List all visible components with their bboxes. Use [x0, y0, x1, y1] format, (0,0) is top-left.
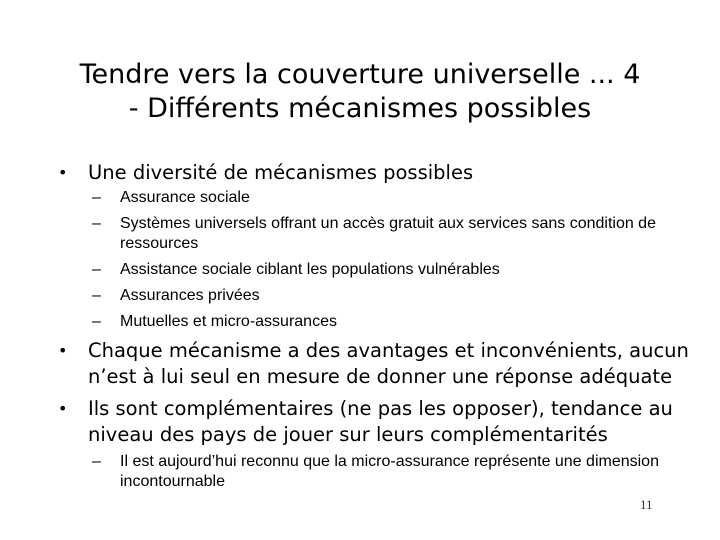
bullet-text: Chaque mécanisme a des avantages et inconvénients, aucun n’est à lui seul en mesure de donner une réponse adéquate — [88, 339, 689, 388]
bullet-item — [58, 396, 708, 448]
sub-marker: – — [92, 313, 101, 330]
bullet-text: Ils sont complémentaires (ne pas les opposer), tendance au niveau des pays de jouer sur leurs complémentarités — [88, 397, 673, 446]
sub-text: Assistance sociale ciblant les populations vulnérables — [120, 261, 500, 278]
sub-text: Assurances privées — [120, 287, 260, 304]
sub-item — [58, 312, 708, 332]
sub-text: Mutuelles et micro-assurances — [120, 313, 337, 330]
bullet-text: Une diversité de mécanismes possibles — [88, 161, 474, 184]
sub-item — [58, 286, 708, 306]
sub-marker: – — [92, 261, 101, 278]
sub-item — [58, 188, 708, 208]
sub-text: Assurance sociale — [120, 189, 250, 206]
page-number: 11 — [640, 497, 653, 512]
bullet-marker: • — [58, 399, 68, 418]
sub-marker: – — [92, 189, 101, 206]
sub-marker: – — [92, 287, 101, 304]
bullet-item — [58, 338, 708, 390]
bullet-item — [58, 160, 708, 186]
bullet-marker: • — [58, 341, 68, 360]
sub-list — [58, 188, 708, 332]
sub-marker: – — [92, 453, 101, 470]
sub-marker: – — [92, 215, 101, 232]
sub-text: Il est aujourd’hui reconnu que la micro-assurance représente une dimension incontournable — [120, 453, 659, 490]
sub-list — [58, 452, 708, 492]
title-line-1: Tendre vers la couverture universelle ... 4 — [79, 59, 641, 90]
sub-item — [58, 260, 708, 280]
title-line-2: - Différents mécanismes possibles — [128, 93, 592, 124]
bullet-list — [58, 160, 708, 498]
sub-item — [58, 214, 708, 254]
bullet-marker: • — [58, 163, 68, 182]
sub-item — [58, 452, 708, 492]
sub-text: Systèmes universels offrant un accès gratuit aux services sans condition de ressources — [120, 215, 656, 252]
slide-title — [40, 58, 680, 126]
